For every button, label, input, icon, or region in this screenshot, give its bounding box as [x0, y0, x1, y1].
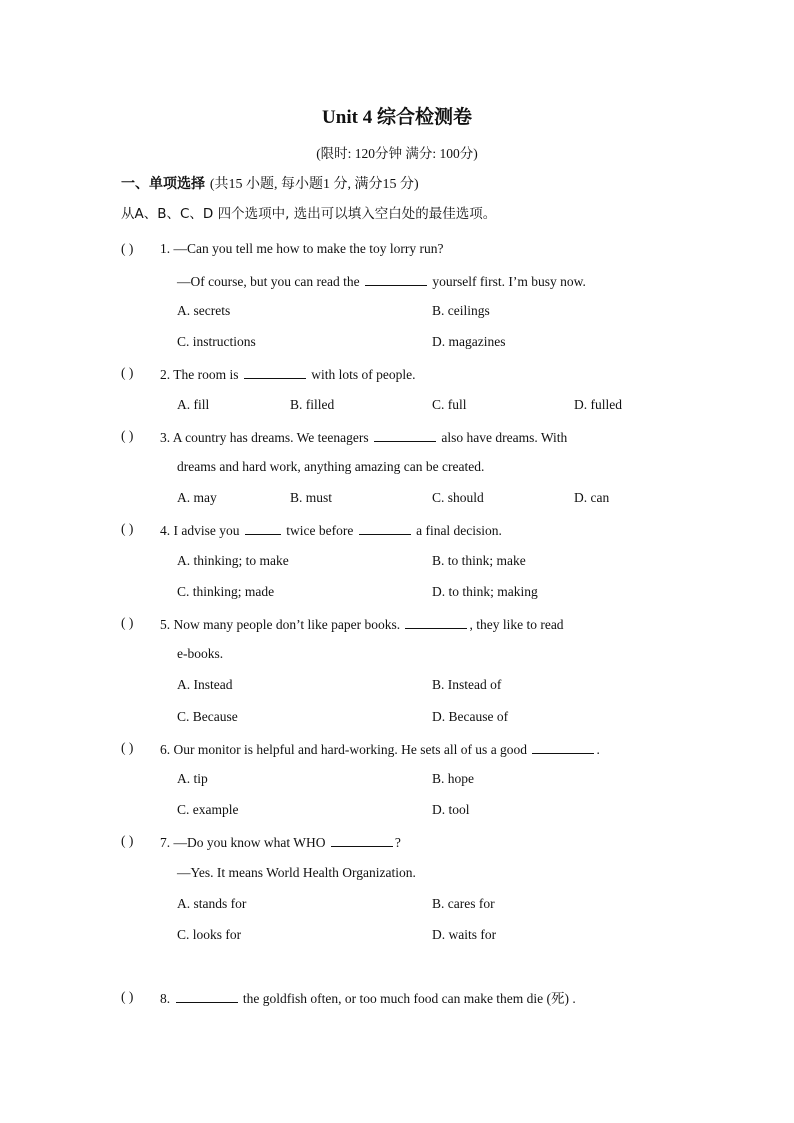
question-text: , they like to read	[469, 617, 564, 632]
question-5-line-2: e-books.	[177, 646, 224, 661]
question-text: —Can you tell me how to make the toy lorry run?	[173, 241, 444, 256]
option-a: A. thinking; to make	[177, 553, 289, 568]
question-text: a final decision.	[416, 523, 502, 538]
question-number: 5.	[160, 617, 171, 632]
answer-paren[interactable]: ( )	[121, 241, 134, 256]
question-text: also have dreams. With	[441, 430, 568, 445]
option-a: A. fill	[177, 397, 210, 412]
question-text: ?	[394, 835, 401, 850]
option-a: A. secrets	[177, 303, 231, 318]
question-text: twice before	[286, 523, 354, 538]
answer-paren[interactable]: ( )	[121, 989, 134, 1004]
answer-paren[interactable]: ( )	[121, 365, 134, 380]
option-d: D. Because of	[432, 709, 509, 724]
option-c: C. full	[432, 397, 467, 412]
question-text: the goldfish often, or too much food can make them die (死) .	[242, 991, 576, 1006]
option-c: C. thinking; made	[177, 584, 275, 599]
option-d: D. tool	[432, 802, 470, 817]
answer-blank[interactable]	[405, 616, 467, 629]
question-text: —Do you know what WHO	[173, 835, 326, 850]
question-7-line-1	[160, 834, 401, 850]
section-heading-title: 一、单项选择	[121, 176, 205, 192]
question-number: 3.	[160, 430, 171, 445]
question-text: A country has dreams. We teenagers	[172, 430, 369, 445]
question-number: 1.	[160, 241, 171, 256]
option-c: C. looks for	[177, 927, 242, 942]
question-1-line-2	[177, 273, 586, 289]
question-number: 6.	[160, 742, 171, 757]
section-heading-detail: (共15 小题, 每小题1 分, 满分15 分)	[209, 177, 419, 192]
answer-blank[interactable]	[331, 834, 393, 847]
option-b: B. Instead of	[432, 677, 502, 692]
question-text: yourself first. I’m busy now.	[432, 274, 586, 289]
section-instruction: 从A、B、C、D 四个选项中, 选出可以填入空白处的最佳选项。	[121, 206, 497, 222]
answer-paren[interactable]: ( )	[121, 521, 134, 536]
option-c: C. Because	[177, 709, 238, 724]
option-a: A. may	[177, 490, 217, 505]
option-a: A. Instead	[177, 677, 233, 692]
question-text: Now many people don’t like paper books.	[173, 617, 401, 632]
question-text: Our monitor is helpful and hard-working. He sets all of us a good	[173, 742, 528, 757]
option-b: B. hope	[432, 771, 474, 786]
option-c: C. should	[432, 490, 484, 505]
option-d: D. magazines	[432, 334, 506, 349]
question-number: 4.	[160, 523, 171, 538]
option-d: D. to think; making	[432, 584, 538, 599]
question-3-line-1	[160, 429, 567, 445]
question-number: 7.	[160, 835, 171, 850]
option-d: D. waits for	[432, 927, 497, 942]
page-title: Unit 4 综合检测卷	[322, 107, 472, 128]
answer-blank[interactable]	[244, 366, 306, 379]
option-d: D. can	[574, 490, 610, 505]
answer-paren[interactable]: ( )	[121, 615, 134, 630]
option-b: B. ceilings	[432, 303, 490, 318]
answer-paren[interactable]: ( )	[121, 428, 134, 443]
question-text: I advise you	[173, 523, 240, 538]
option-d: D. fulled	[574, 397, 622, 412]
answer-blank[interactable]	[359, 522, 411, 535]
option-b: B. to think; make	[432, 553, 526, 568]
answer-blank[interactable]	[374, 429, 436, 442]
option-b: B. cares for	[432, 896, 495, 911]
option-c: C. example	[177, 802, 239, 817]
question-4-line-1	[160, 522, 502, 538]
question-5-line-1	[160, 616, 564, 632]
question-6-line-1	[160, 741, 600, 757]
question-text: .	[596, 742, 600, 757]
option-a: A. stands for	[177, 896, 247, 911]
question-text: The room is	[173, 367, 239, 382]
page-subtitle: (限时: 120分钟 满分: 100分)	[316, 146, 478, 161]
option-b: B. filled	[290, 397, 335, 412]
section-heading	[121, 177, 419, 192]
answer-blank[interactable]	[532, 741, 594, 754]
question-text: with lots of people.	[311, 367, 416, 382]
question-8-line-1	[160, 990, 576, 1006]
option-b: B. must	[290, 490, 333, 505]
question-3-line-2: dreams and hard work, anything amazing can be created.	[177, 459, 485, 474]
option-c: C. instructions	[177, 334, 256, 349]
option-a: A. tip	[177, 771, 208, 786]
question-number: 2.	[160, 367, 171, 382]
answer-paren[interactable]: ( )	[121, 833, 134, 848]
question-text: —Of course, but you can read the	[177, 274, 360, 289]
answer-paren[interactable]: ( )	[121, 740, 134, 755]
answer-blank[interactable]	[365, 273, 427, 286]
answer-blank[interactable]	[176, 990, 238, 1003]
question-1-line-1	[160, 242, 443, 256]
question-7-line-2: —Yes. It means World Health Organization.	[177, 865, 416, 880]
answer-blank[interactable]	[245, 522, 281, 535]
question-number: 8.	[160, 991, 171, 1006]
question-2-line-1	[160, 366, 416, 382]
